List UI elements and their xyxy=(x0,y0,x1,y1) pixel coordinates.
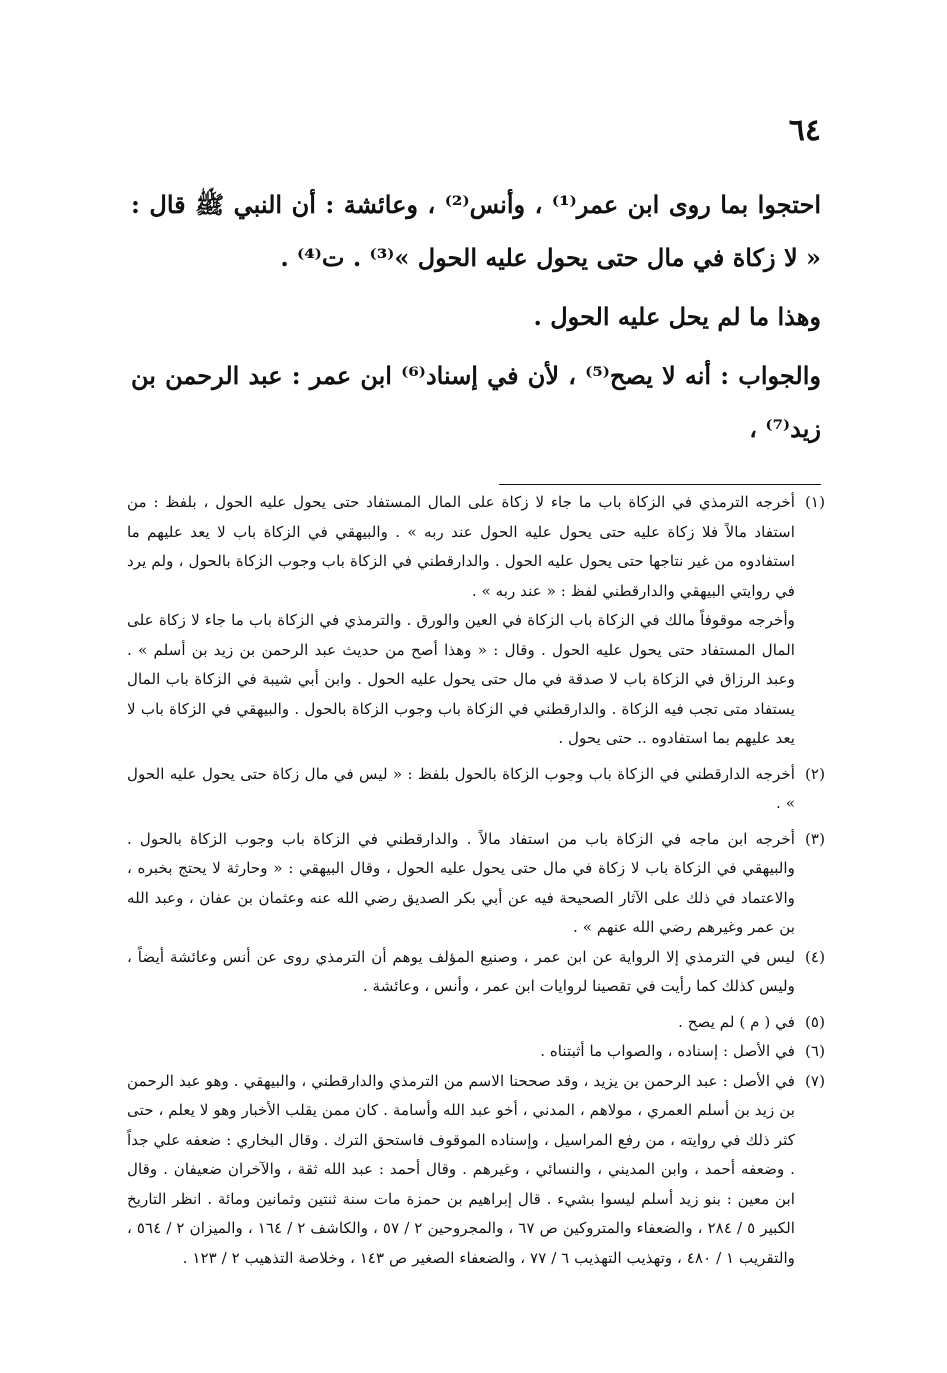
footnote-text: في الأصل : عبد الرحمن بن يزيد ، وقد صححنا الاسم من الترمذي والدارقطني ، والبيهقي . وهو عبد الرحمن بن زيد بن أسلم العمري ، مولاهم ، المدني ، أخو عبد الله وأسامة . كان ممن يقلب الأخبار وهو لا يعلم ، حتى كثر ذلك في روايته ، من رفع المراسيل ، وإسناده الموقوف فاستحق الترك . وقال البخاري : ضعفه علي جداً . وضعفه أحمد ، وابن المديني ، والنسائي ، وغيرهم . وقال أحمد : عبد الله ثقة ، والآخران ضعيفان . وقال ابن معين : بنو زيد أسلم ليسوا بشيء . قال إبراهيم بن حمزة مات سنة ثنتين وثمانين ومائة . انظر التاريخ الكبير ٥ / ٢٨٤ ، والضعفاء والمتروكين ص ٦٧ ، والمجروحين ٢ / ٥٧ ، والكاشف ٢ / ١٦٤ ، والميزان ٢ / ٥٦٤ ، والتقريب ١ / ٤٨٠ ، وتهذيب التهذيب ٦ / ٧٧ ، والضعفاء الصغير ص ١٤٣ ، وخلاصة التذهيب ٢ / ١٢٣ . xyxy=(127,1071,796,1267)
footnote-number: (٥) xyxy=(804,1012,825,1031)
main-paragraph-3: والجواب : أنه لا يصح⁽⁵⁾ ، لأن في إسناد⁽⁶⁾ ابن عمر : عبد الرحمن بن زيد⁽⁷⁾ ، xyxy=(131,361,821,443)
main-paragraph-2: وهذا ما لم يحل عليه الحول . xyxy=(533,302,821,331)
footnote-text: أخرجه ابن ماجه في الزكاة باب من استفاد مالاً . والدارقطني في الزكاة باب وجوب الزكاة بالحول . والبيهقي في الزكاة باب لا زكاة في مال حتى يحول عليه الحول ، وقال البيهقي : « وحارثة لا يحتج بخبره ، والاعتماد في ذلك على الآثار الصحيحة فيه عن أبي بكر الصديق رضي الله عنه وعثمان بن عفان ، وعبد الله بن عمر وغيرهم رضي الله عنهم » . xyxy=(127,829,795,936)
footnote-text: ليس في الترمذي إلا الرواية عن ابن عمر ، وصنيع المؤلف يوهم أن الترمذي روى عن أنس وعائشة أيضاً ، وليس كذلك كما رأيت في تقصينا لروايات ابن عمر ، وأنس ، وعائشة . xyxy=(127,947,795,995)
footnote-7 xyxy=(127,1067,825,1274)
footnote-number: (٦) xyxy=(804,1042,825,1060)
footnote-2 xyxy=(127,760,825,819)
footnote-3 xyxy=(127,825,825,943)
footnote-1-continuation: وأخرجه موقوفاً مالك في الزكاة باب الزكاة في العين والورق . والترمذي في الزكاة باب ما جاء لا زكاة على المال المستفاد حتى يحول عليه الحول . وقال : « وهذا أصح من حديث عبد الرحمن بن زيد بن أسلم » . وعبد الرزاق في الزكاة باب لا صدقة في مال حتى يحول عليه الحول . وابن أبي شيبة في الزكاة باب المال يستفاد متى تجب فيه الزكاة . والدارقطني في الزكاة باب وجوب الزكاة بالحول . والبيهقي في الزكاة باب لا يعد عليهم بما استفادوه .. حتى يحول . xyxy=(127,611,795,747)
footnote-text: في الأصل : إسناده ، والصواب ما أثبتناه . xyxy=(540,1042,795,1060)
footnote-5 xyxy=(127,1008,825,1038)
footnote-text: أخرجه الدارقطني في الزكاة باب وجوب الزكاة بالحول بلفظ : « ليس في مال زكاة حتى يحول عليه الحول » . xyxy=(127,764,795,812)
footnote-number: (٤) xyxy=(804,947,825,966)
footnote-1 xyxy=(127,488,825,606)
page-number: ٦٤ xyxy=(788,113,821,148)
footnote-number: (١) xyxy=(804,493,825,511)
footnote-number: (٣) xyxy=(804,829,825,848)
footnote-number: (٧) xyxy=(804,1071,825,1090)
main-paragraph-1: احتجوا بما روى ابن عمر⁽¹⁾ ، وأنس⁽²⁾ ، وعائشة : أن النبي ﷺ قال : « لا زكاة في مال حتى يحول عليه الحول »⁽³⁾ . ت⁽⁴⁾ . xyxy=(131,190,821,272)
footnote-6 xyxy=(127,1037,825,1067)
footnote-4 xyxy=(127,943,825,1002)
footnote-separator xyxy=(499,484,821,485)
footnotes-section xyxy=(127,488,825,1273)
footnote-number: (٢) xyxy=(804,764,825,783)
footnote-text: في ( م ) لم يصح . xyxy=(678,1012,795,1031)
footnote-text: أخرجه الترمذي في الزكاة باب ما جاء لا زكاة على المال المستفاد حتى يحول عليه الحول ، بلفظ : من استفاد مالاً فلا زكاة عليه حتى يحول عليه الحول عند ربه » . والبيهقي في الزكاة باب لا يعد عليهم ما استفادوه من غير نتاجها حتى يحول عليه الحول . والدارقطني في الزكاة باب وجوب الزكاة بالحول ، ولم يرد في روايتي البيهقي والدارقطني لفظ : « عند ربه » . xyxy=(127,493,795,600)
main-body-text xyxy=(131,178,821,455)
